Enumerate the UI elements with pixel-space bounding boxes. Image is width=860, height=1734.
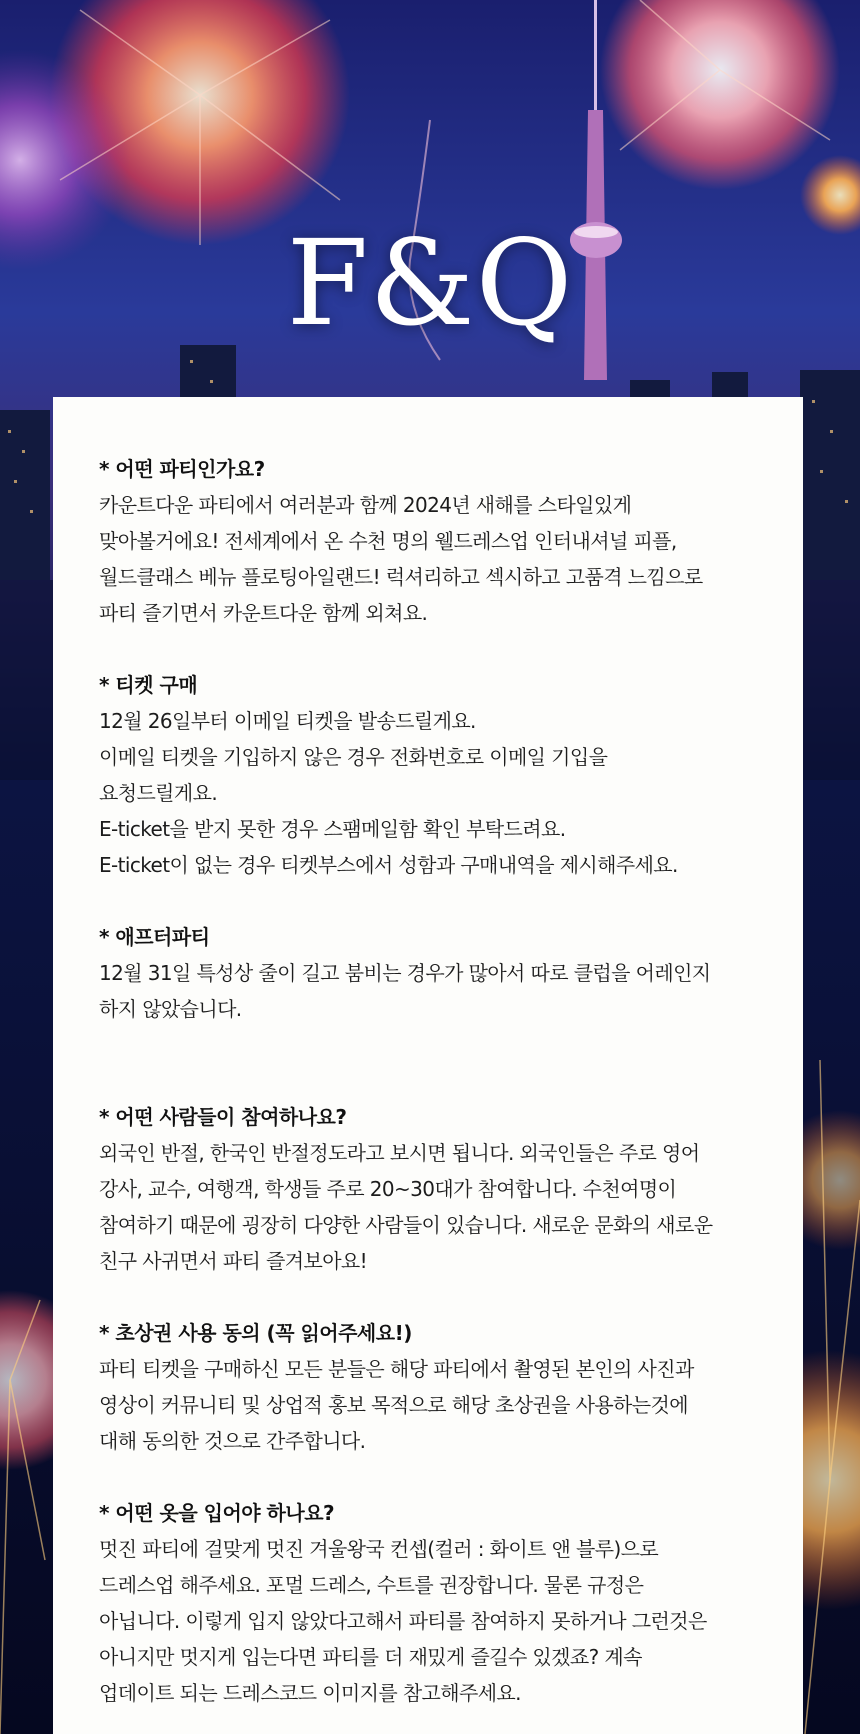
faq-answer-line: 카운트다운 파티에서 여러분과 함께 2024년 새해를 스타일있게 xyxy=(99,493,632,517)
faq-question: * 티켓 구매 xyxy=(99,673,198,697)
page-title: F&Q xyxy=(286,214,574,352)
faq-item-ticket xyxy=(99,667,757,883)
faq-question: * 어떤 파티인가요? xyxy=(99,457,265,481)
faq-answer-line: 이메일 티켓을 기입하지 않은 경우 전화번호로 이메일 기입을 xyxy=(99,745,608,769)
faq-answer-line: 아니지만 멋지게 입는다면 파티를 더 재밌게 즐길수 있겠죠? 계속 xyxy=(99,1645,642,1669)
faq-answer-line: 드레스업 해주세요. 포멀 드레스, 수트를 권장합니다. 물론 규정은 xyxy=(99,1573,644,1597)
faq-answer-line: 대해 동의한 것으로 간주합니다. xyxy=(99,1429,366,1453)
faq-answer-line: 강사, 교수, 여행객, 학생들 주로 20~30대가 참여합니다. 수천여명이 xyxy=(99,1177,677,1201)
faq-question: * 애프터파티 xyxy=(99,925,210,949)
faq-answer-line: 파티 티켓을 구매하신 모든 분들은 해당 파티에서 촬영된 본인의 사진과 xyxy=(99,1357,694,1381)
faq-panel xyxy=(53,397,803,1734)
faq-answer-line: 참여하기 때문에 굉장히 다양한 사람들이 있습니다. 새로운 문화의 새로운 xyxy=(99,1213,713,1237)
faq-answer-line: 12월 26일부터 이메일 티켓을 발송드릴게요. xyxy=(99,709,476,733)
faq-answer-line: 친구 사귀면서 파티 즐겨보아요! xyxy=(99,1249,368,1273)
faq-answer-line: 파티 즐기면서 카운트다운 함께 외쳐요. xyxy=(99,601,428,625)
faq-item-afterparty xyxy=(99,919,757,1027)
faq-question: * 어떤 옷을 입어야 하나요? xyxy=(99,1501,335,1525)
faq-answer-line: 아닙니다. 이렇게 입지 않았다고해서 파티를 참여하지 못하거나 그런것은 xyxy=(99,1609,707,1633)
faq-answer-line: 영상이 커뮤니티 및 상업적 홍보 목적으로 해당 초상권을 사용하는것에 xyxy=(99,1393,688,1417)
faq-answer-line: E-ticket을 받지 못한 경우 스팸메일함 확인 부탁드려요. xyxy=(99,817,566,841)
faq-answer-line: 멋진 파티에 걸맞게 멋진 겨울왕국 컨셉(컬러 : 화이트 앤 블루)으로 xyxy=(99,1537,659,1561)
faq-answer-line: E-ticket이 없는 경우 티켓부스에서 성함과 구매내역을 제시해주세요. xyxy=(99,853,678,877)
faq-answer-line: 맞아볼거에요! 전세계에서 온 수천 명의 웰드레스업 인터내셔널 피플, xyxy=(99,529,677,553)
faq-answer-line: 요청드릴게요. xyxy=(99,781,218,805)
faq-item-party xyxy=(99,451,757,631)
faq-item-dress-code xyxy=(99,1495,757,1711)
faq-item-attendees xyxy=(99,1099,757,1279)
faq-answer-line: 월드클래스 베뉴 플로팅아일랜드! 럭셔리하고 섹시하고 고품격 느낌으로 xyxy=(99,565,703,589)
faq-item-portrait-rights xyxy=(99,1315,757,1459)
faq-answer-line: 12월 31일 특성상 줄이 길고 붐비는 경우가 많아서 따로 클럽을 어레인지 xyxy=(99,961,711,985)
faq-answer-line: 외국인 반절, 한국인 반절정도라고 보시면 됩니다. 외국인들은 주로 영어 xyxy=(99,1141,700,1165)
faq-answer-line: 업데이트 되는 드레스코드 이미지를 참고해주세요. xyxy=(99,1681,521,1705)
faq-answer-line: 하지 않았습니다. xyxy=(99,997,242,1021)
faq-question: * 초상권 사용 동의 (꼭 읽어주세요!) xyxy=(99,1321,412,1345)
faq-question: * 어떤 사람들이 참여하나요? xyxy=(99,1105,347,1129)
